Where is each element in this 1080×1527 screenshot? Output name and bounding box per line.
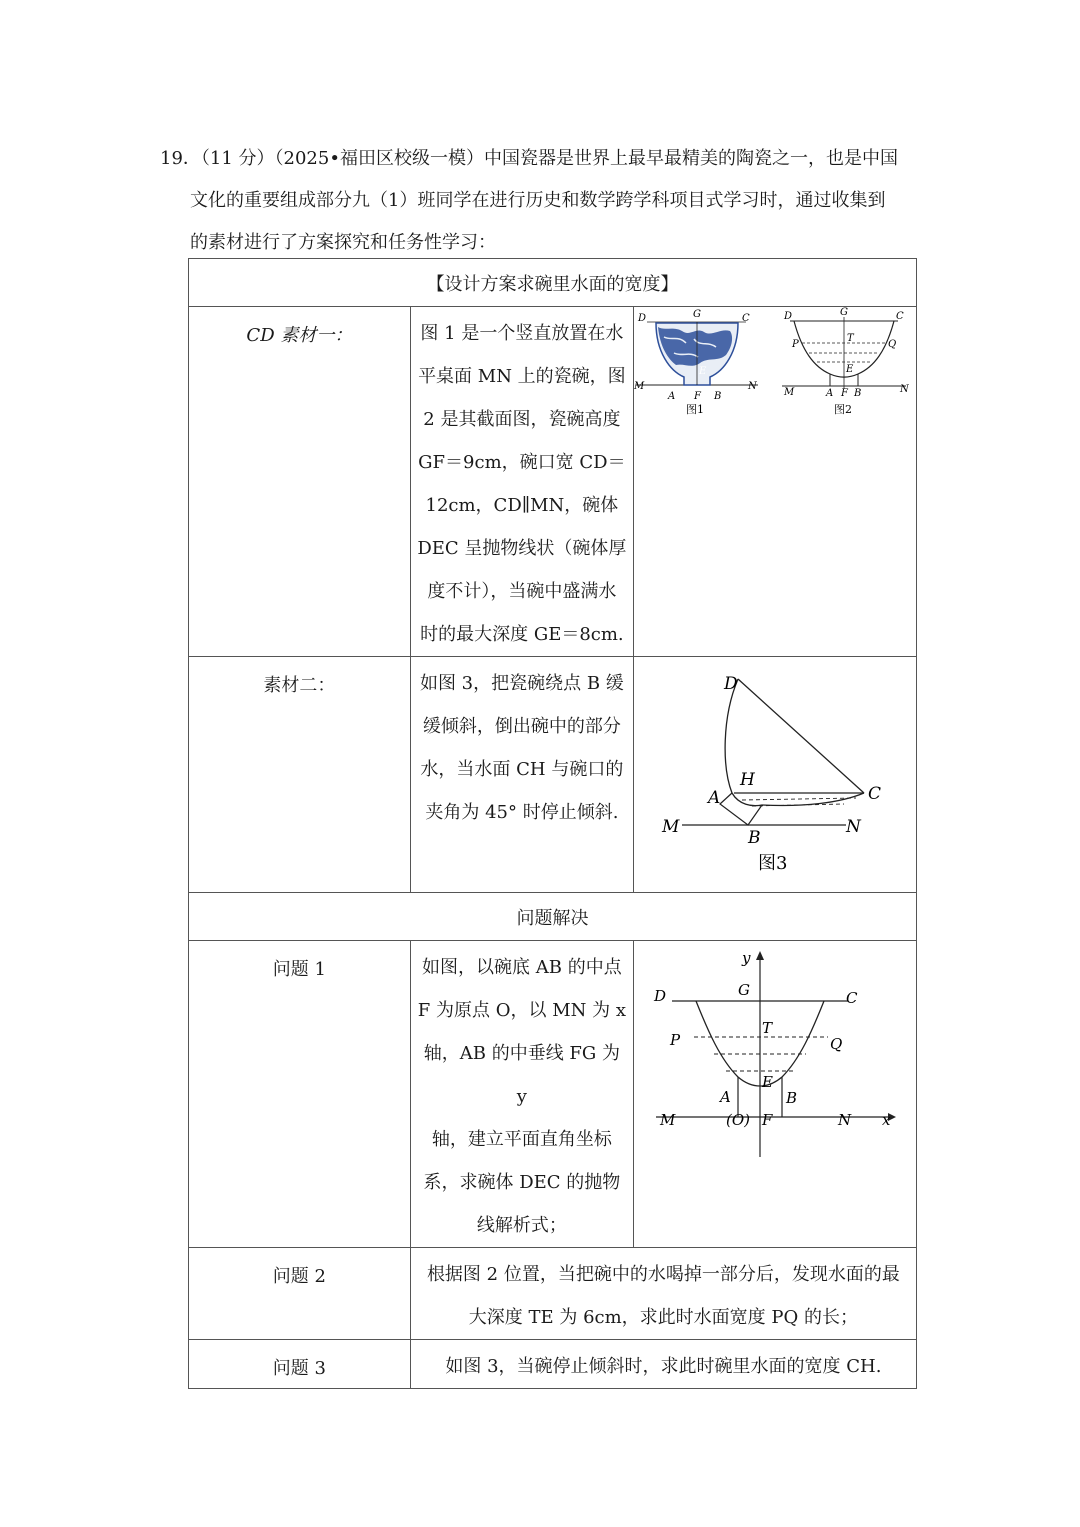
fig4-label-P: P: [669, 1031, 681, 1049]
fig4-label-A: A: [719, 1088, 731, 1106]
fig3-label-A: A: [707, 788, 721, 808]
material2-figure: [633, 657, 916, 893]
fig2-label-D: D: [783, 311, 793, 322]
problem1-figure: [633, 941, 916, 1248]
figure-3: [634, 657, 916, 887]
fig1-label-E: E: [698, 366, 707, 377]
question-line-1: 19．（11 分）（2025•福田区校级一模）中国瓷器是世界上最早最精美的陶瓷之一，也是中国: [160, 148, 898, 169]
fig1-label-M: M: [633, 381, 645, 392]
fig4-label-M: M: [659, 1111, 676, 1129]
fig4-label-y: y: [741, 949, 751, 967]
fig2-label-P: P: [791, 339, 799, 350]
fig1-label-D: D: [637, 313, 647, 324]
problem3-text: 如图 3，当碗停止倾斜时，求此时碗里水面的宽度 CH.: [410, 1340, 916, 1389]
problem2-label: 问题 2: [189, 1248, 411, 1340]
fig4-label-x: x: [881, 1111, 891, 1129]
material1-figures: [633, 307, 916, 657]
problem3-label: 问题 3: [189, 1340, 411, 1389]
fig4-label-N: N: [837, 1111, 852, 1129]
figure-1: [634, 309, 758, 416]
fig2-label-A: A: [825, 388, 834, 399]
fig4-label-B: B: [785, 1089, 798, 1107]
fig2-caption: 图2: [833, 403, 852, 416]
fig1-label-C: C: [741, 313, 750, 324]
fig2-label-M: M: [783, 387, 795, 398]
fig2-label-B: B: [853, 388, 862, 399]
problem1-text: 如图，以碗底 AB 的中点 F 为原点 O，以 MN 为 x 轴，AB 的中垂线 FG 为 y 轴，建立平面直角坐标 系，求碗体 DEC 的抛物 线解析式；: [410, 941, 633, 1248]
problem1-label: 问题 1: [189, 941, 411, 1248]
fig1-label-F: F: [693, 391, 701, 402]
material1-text: 图 1 是一个竖直放置在水 平桌面 MN 上的瓷碗，图 2 是其截面图，瓷碗高度 GF＝9cm，碗口宽 CD＝ 12cm，CD∥MN，碗体 DEC 呈抛物线状（碗体厚 度不计），当碗中盛满水 时的最大深度 GE＝8cm.: [410, 307, 633, 657]
question-line-2: 文化的重要组成部分九（1）班同学在进行历史和数学跨学科项目式学习时，通过收集到: [190, 190, 886, 211]
fig4-label-F: F: [761, 1111, 773, 1129]
design-header: 【设计方案求碗里水面的宽度】: [189, 259, 917, 307]
task-table: [188, 258, 917, 1389]
fig2-label-C: C: [895, 311, 904, 322]
question-line-3: 的素材进行了方案探究和任务性学习：: [190, 232, 496, 253]
fig3-label-B: B: [747, 828, 761, 848]
fig1-label-N: N: [747, 381, 757, 392]
problem2-text: 根据图 2 位置，当把碗中的水喝掉一部分后，发现水面的最 大深度 TE 为 6cm，求此时水面宽度 PQ 的长；: [410, 1248, 916, 1340]
fig3-label-C: C: [867, 784, 881, 804]
fig2-label-Q: Q: [887, 339, 897, 350]
material2-text: 如图 3，把瓷碗绕点 B 缓 缓倾斜，倒出碗中的部分 水，当水面 CH 与碗口的 夹角为 45° 时停止倾斜.: [410, 657, 633, 893]
figure-coordinate: [634, 941, 916, 1199]
question-intro: [160, 138, 920, 264]
fig4-label-T: T: [761, 1019, 772, 1037]
fig4-label-C: C: [845, 989, 858, 1007]
fig1-label-A: A: [667, 391, 676, 402]
figure-2: [782, 307, 910, 416]
fig3-label-N: N: [845, 817, 861, 837]
fig2-label-T: T: [846, 333, 854, 344]
fig1-label-G: G: [692, 309, 701, 320]
solve-header: 问题解决: [189, 893, 917, 941]
fig2-label-G: G: [839, 307, 848, 318]
fig2-label-N: N: [899, 384, 909, 395]
fig4-label-O: (O): [725, 1111, 750, 1129]
fig2-label-F: F: [840, 388, 848, 399]
fig3-label-M: M: [661, 817, 680, 837]
material2-label: 素材二：: [189, 657, 411, 893]
fig1-caption: 图1: [685, 403, 704, 416]
figure-1-and-2: [634, 307, 916, 427]
fig2-label-E: E: [845, 364, 854, 375]
fig4-label-D: D: [653, 987, 667, 1005]
material1-label: CD 素材一：: [189, 307, 411, 657]
fig4-label-Q: Q: [829, 1035, 843, 1053]
fig4-label-G: G: [737, 981, 750, 999]
fig1-label-B: B: [713, 391, 722, 402]
fig3-label-H: H: [739, 770, 755, 790]
fig3-label-D: D: [723, 674, 738, 694]
fig4-label-E: E: [761, 1073, 773, 1091]
fig3-caption: 图3: [757, 853, 788, 874]
